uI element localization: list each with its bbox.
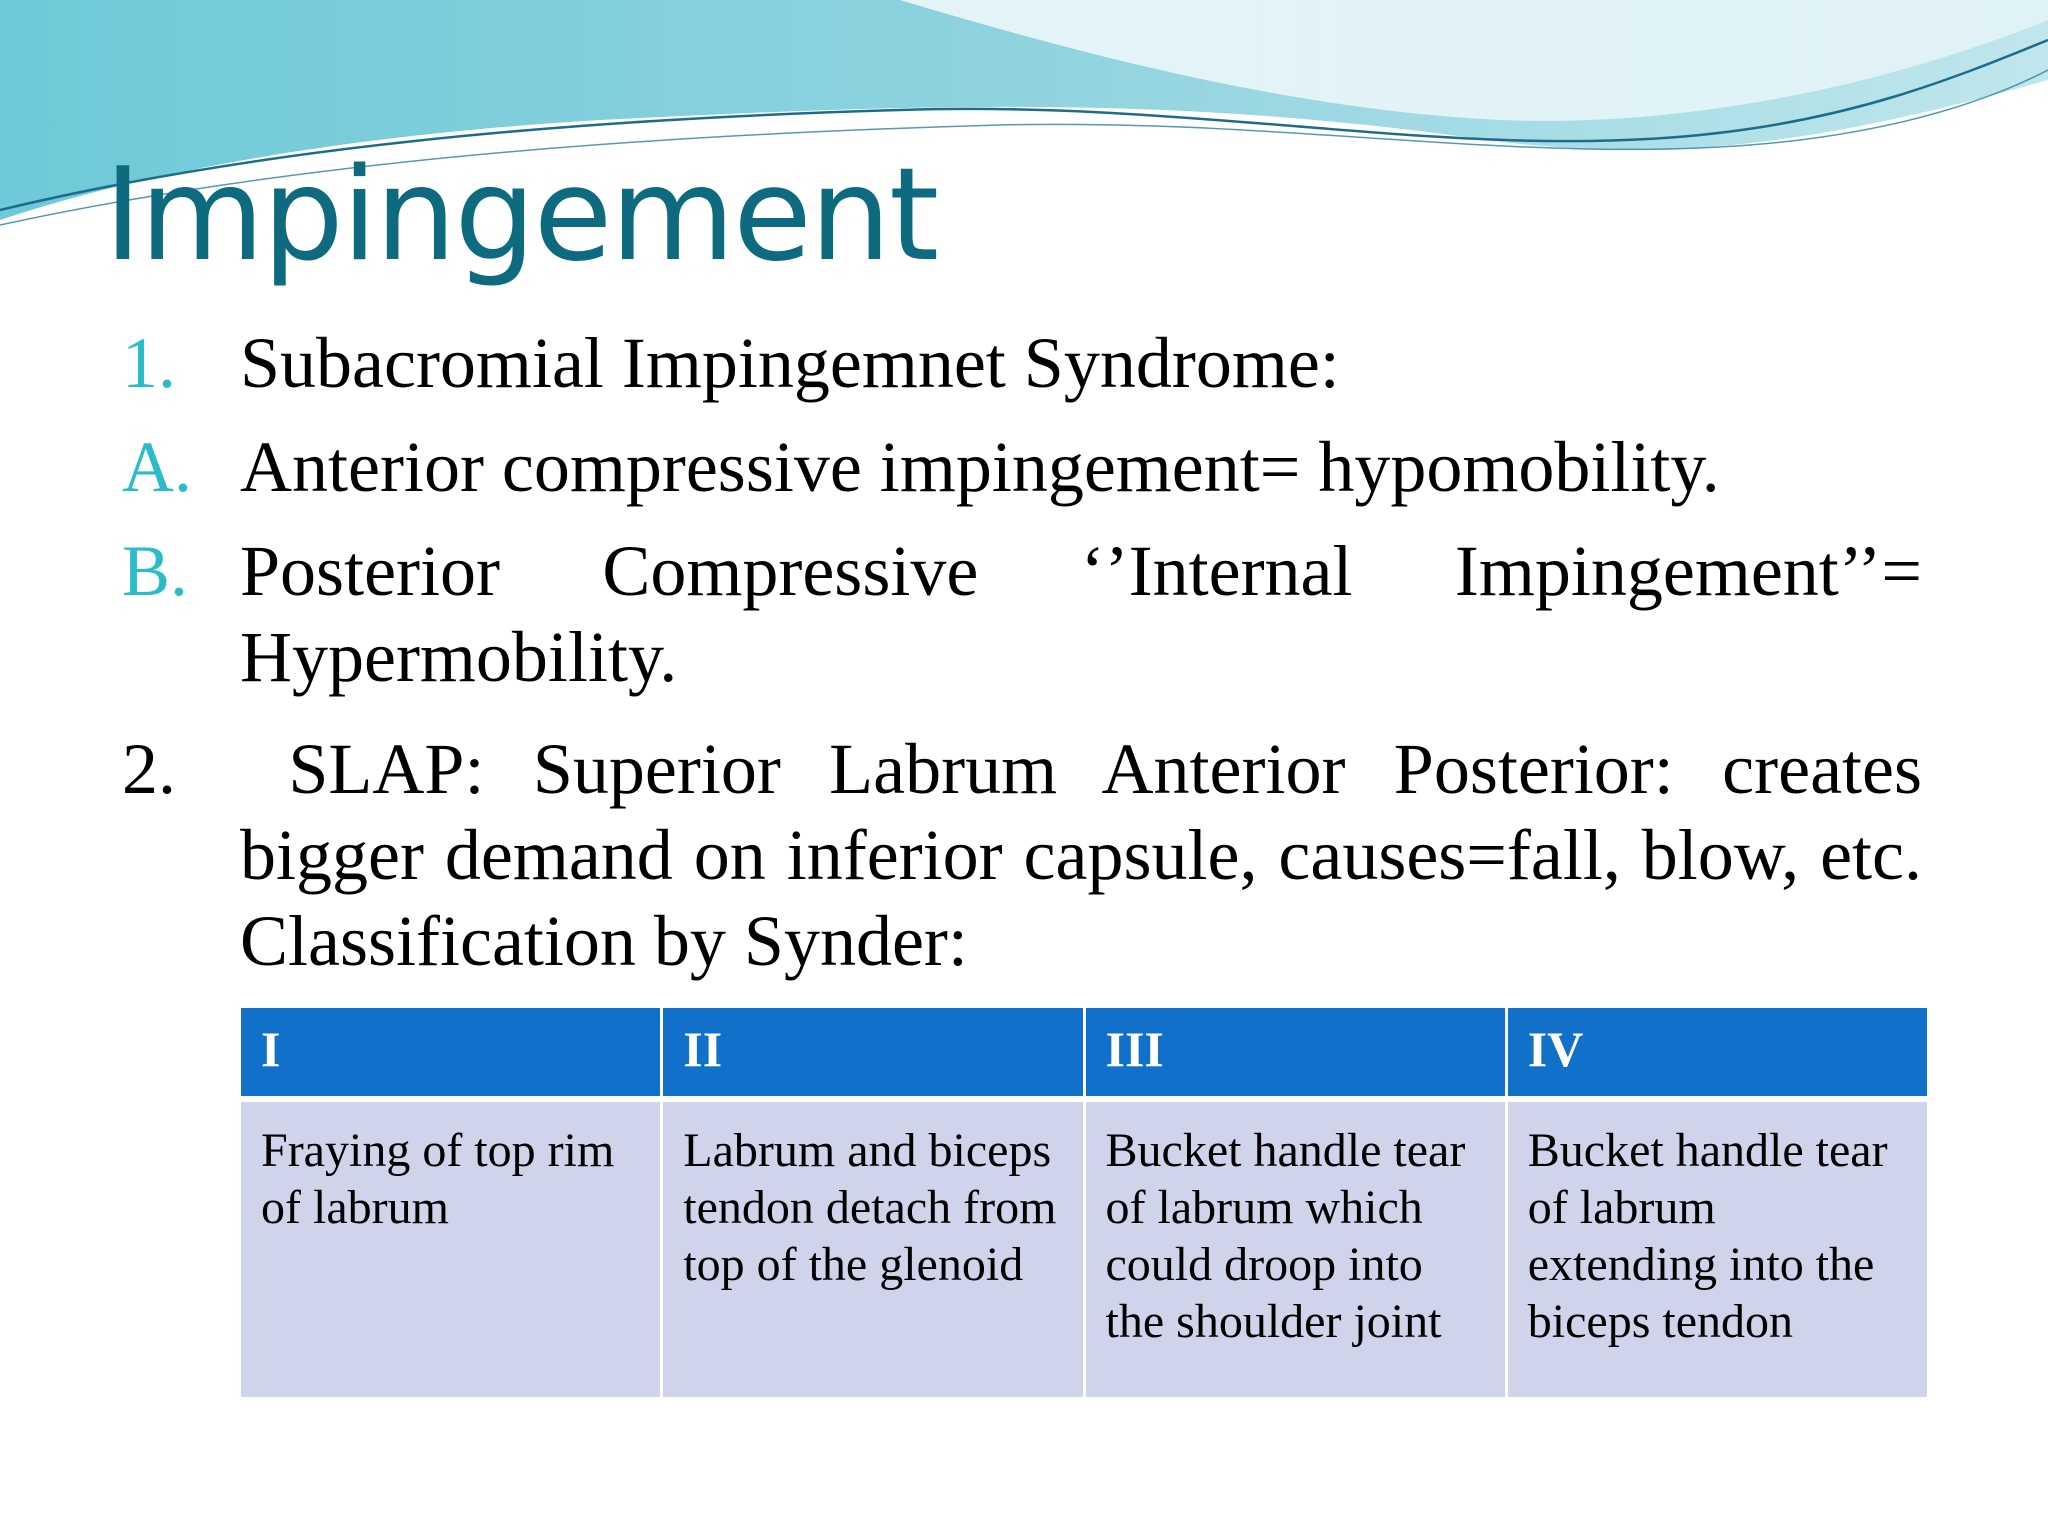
list-marker: A. <box>122 427 192 507</box>
list-item-b <box>122 528 1922 700</box>
list-item-a <box>122 424 1922 510</box>
list-item-text: Posterior Compressive ‘’Internal Impingement’’= Hypermobility. <box>240 531 1922 697</box>
list-marker: B. <box>122 531 189 611</box>
table-cell: Bucket handle tear of labrum which could droop into the shoulder joint <box>1084 1099 1506 1399</box>
list-item-1 <box>122 320 1922 406</box>
table-cell: Labrum and biceps tendon detach from top of the glenoid <box>662 1099 1084 1399</box>
list-item-text: SLAP: Superior Labrum Anterior Posterior: creates bigger demand on inferior capsule, causes=fall, blow, etc. Classification by Synder: <box>240 729 1940 981</box>
list-item-text: Anterior compressive impingement= hypomobility. <box>240 427 1720 507</box>
table-cell: Bucket handle tear of labrum extending into the biceps tendon <box>1506 1099 1928 1399</box>
table-header-cell: II <box>662 1007 1084 1099</box>
table-row <box>240 1099 1929 1399</box>
list-item-text: Subacromial Impingemnet Syndrome: <box>240 323 1340 403</box>
table-header-cell: I <box>240 1007 662 1099</box>
slide-content <box>122 320 1940 984</box>
list-marker: 2. <box>122 729 176 809</box>
table-header-cell: III <box>1084 1007 1506 1099</box>
list-marker: 1. <box>122 323 176 403</box>
list-item-2 <box>122 726 1940 984</box>
slap-classification-table <box>238 1005 1930 1400</box>
slide-title: Impingement <box>104 141 938 290</box>
table-header-cell: IV <box>1506 1007 1928 1099</box>
table-cell: Fraying of top rim of labrum <box>240 1099 662 1399</box>
table-header-row <box>240 1007 1929 1099</box>
